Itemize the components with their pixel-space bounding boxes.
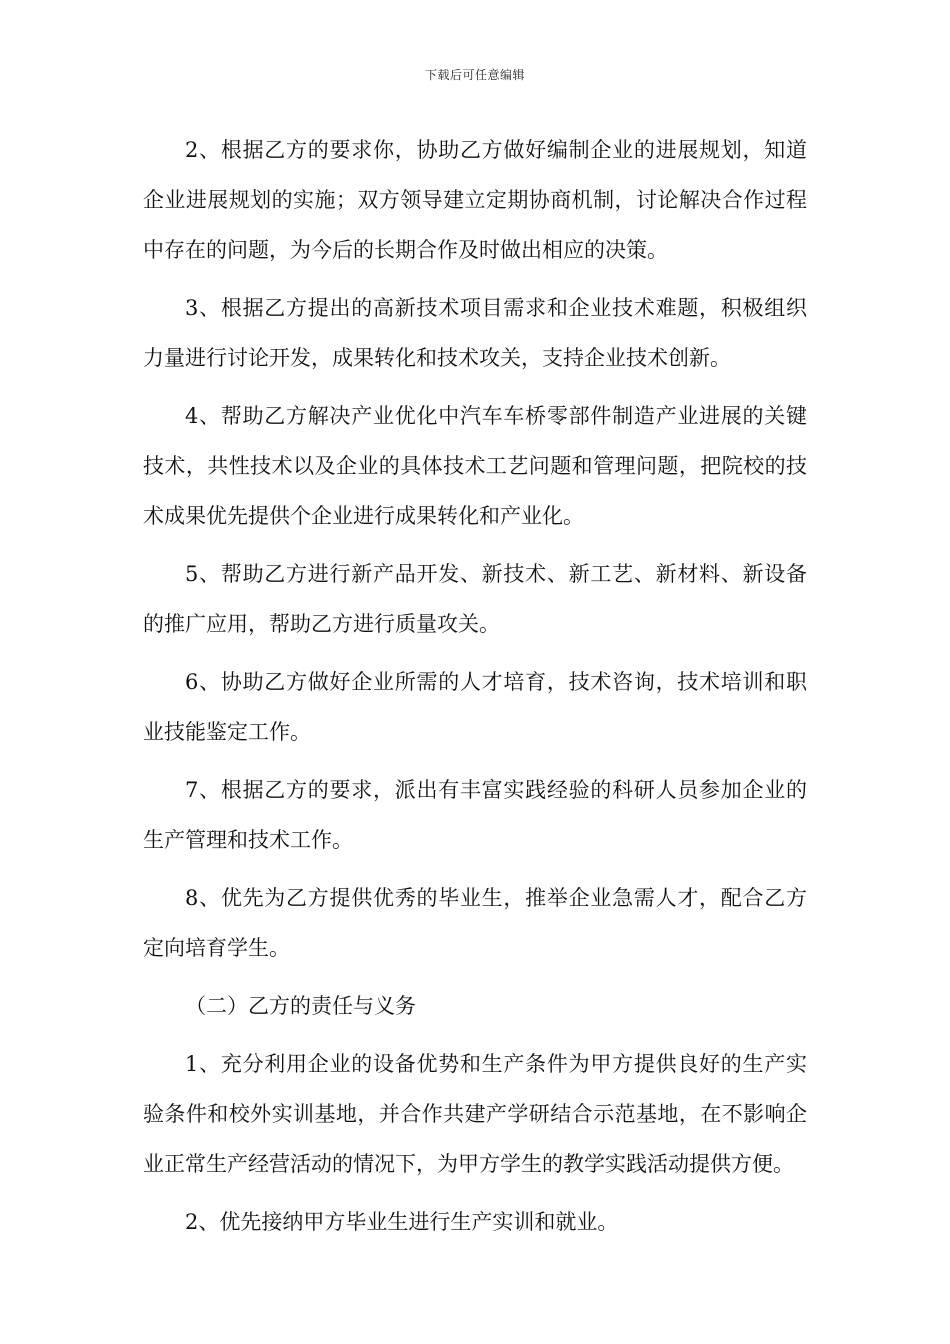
paragraph-item-3: 3、根据乙方提出的高新技术项目需求和企业技术难题，积极组织力量进行讨论开发，成果转化和技术攻关，支持企业技术创新。 [143,296,807,370]
section-heading: （二）乙方的责任与义务 [185,994,416,1018]
page-header: 下载后可任意编辑 [424,68,525,82]
paragraph-item-8: 8、优先为乙方提供优秀的毕业生，推举企业急需人才，配合乙方定向培育学生。 [143,886,807,960]
paragraph-item-6: 6、协助乙方做好企业所需的人才培育，技术咨询，技术培训和职业技能鉴定工作。 [143,670,807,744]
paragraph-party-b-1: 1、充分利用企业的设备优势和生产条件为甲方提供良好的生产实验条件和校外实训基地，并合作共建产学研结合示范基地，在不影响企业正常生产经营活动的情况下，为甲方学生的教学实践活动提供方便。 [143,1052,807,1176]
paragraph-item-2: 2、根据乙方的要求你，协助乙方做好编制企业的进展规划，知道企业进展规划的实施；双方领导建立定期协商机制，讨论解决合作过程中存在的问题，为今后的长期合作及时做出相应的决策。 [143,138,807,262]
paragraph-item-4: 4、帮助乙方解决产业优化中汽车车桥零部件制造产业进展的关键技术，共性技术以及企业的具体技术工艺问题和管理问题，把院校的技术成果优先提供个企业进行成果转化和产业化。 [143,404,807,528]
paragraph-party-b-2: 2、优先接纳甲方毕业生进行生产实训和就业。 [185,1210,619,1234]
paragraph-item-7: 7、根据乙方的要求，派出有丰富实践经验的科研人员参加企业的生产管理和技术工作。 [143,778,807,852]
paragraph-item-5: 5、帮助乙方进行新产品开发、新技术、新工艺、新材料、新设备的推广应用，帮助乙方进行质量攻关。 [143,562,807,636]
document-body [143,125,807,1255]
